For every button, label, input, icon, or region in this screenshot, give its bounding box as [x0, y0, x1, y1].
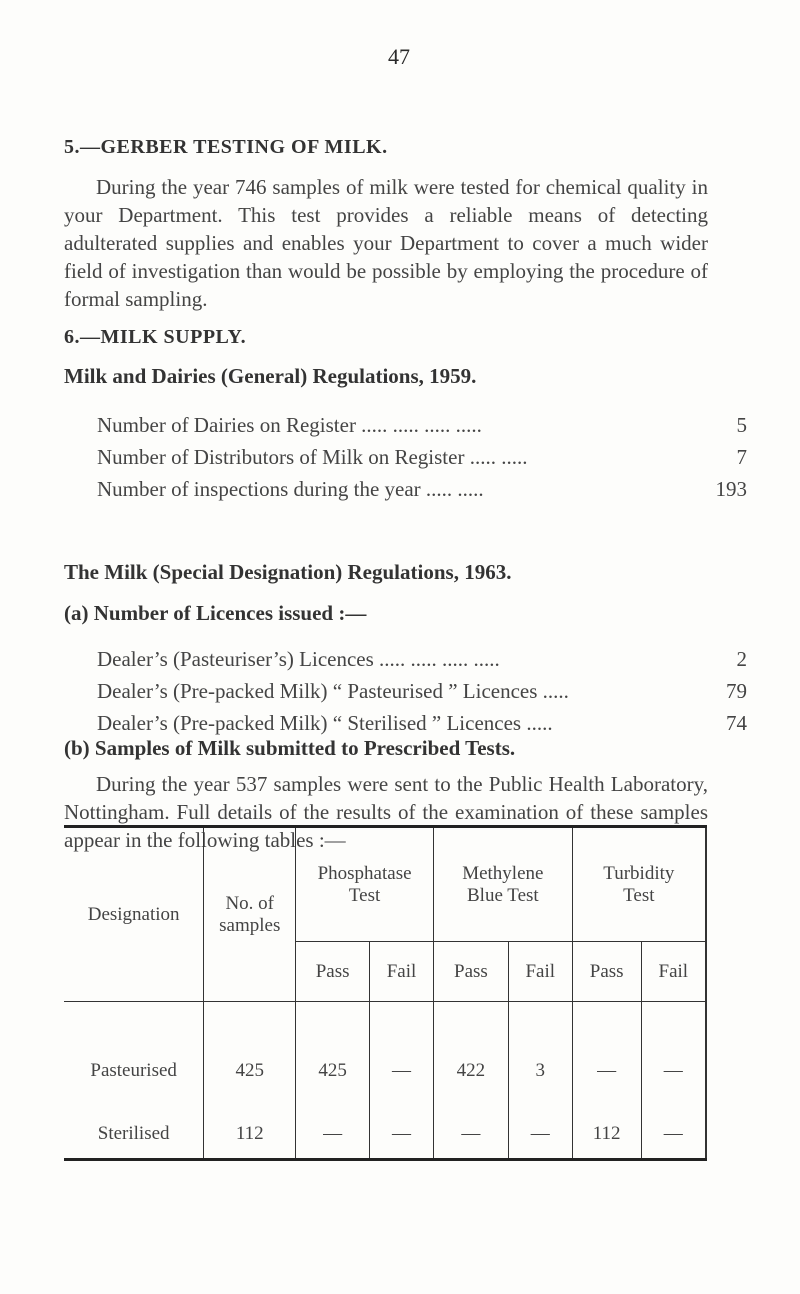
register-row: [97, 477, 747, 507]
cell-phos-fail: —: [370, 1002, 434, 1110]
header-phosphatase-line1: Phosphatase: [317, 862, 412, 884]
section-5-paragraph: During the year 746 samples of milk were tested for chemical quality in your Department. This test provides a reliable means of detecting adulterated supplies and enables your Department to cover a much wider field of investigation than would be possible by employing the procedure of formal sampling.: [64, 175, 708, 311]
section-5-heading: 5.—GERBER TESTING OF MILK.: [64, 136, 388, 158]
regs-1959-title: Milk and Dairies (General) Regulations, 1959.: [64, 364, 477, 388]
page-number: 47: [388, 44, 410, 69]
cell-meth-fail: 3: [508, 1002, 572, 1110]
header-methylene: [433, 827, 572, 942]
cell-meth-pass: —: [433, 1110, 508, 1160]
cell-samples: 112: [204, 1110, 296, 1160]
header-meth-pass: Pass: [433, 942, 508, 1002]
header-phos-pass: Pass: [296, 942, 370, 1002]
row-label: Dealer’s (Pre-packed Milk) “ Sterilised ” Licences .....: [97, 711, 553, 735]
cell-meth-pass: 422: [433, 1002, 508, 1110]
row-value: 74: [726, 711, 747, 735]
cell-turb-fail: —: [641, 1002, 706, 1110]
row-value: 5: [736, 413, 747, 437]
milk-tests-table: [64, 825, 707, 1161]
header-designation: Designation: [87, 903, 180, 925]
row-value: 193: [715, 477, 747, 501]
row-value: 7: [736, 445, 747, 469]
row-label: Number of Distributors of Milk on Register ..... .....: [97, 445, 528, 469]
cell-designation: Pasteurised: [64, 1002, 204, 1110]
row-value: 2: [736, 647, 747, 671]
header-methylene-line2: Blue Test: [467, 884, 539, 906]
cell-phos-pass: —: [296, 1110, 370, 1160]
row-label: Number of inspections during the year ..... .....: [97, 477, 484, 501]
cell-turb-fail: —: [641, 1110, 706, 1160]
row-label: Number of Dairies on Register ..... ..... ..... .....: [97, 413, 482, 437]
header-meth-fail: Fail: [508, 942, 572, 1002]
cell-designation: Sterilised: [97, 1122, 170, 1144]
table-row: [64, 1002, 706, 1110]
header-methylene-line1: Methylene: [462, 862, 544, 884]
cell-phos-pass: 425: [296, 1002, 370, 1110]
header-turbidity-line1: Turbidity: [603, 862, 675, 884]
row-value: 79: [726, 679, 747, 703]
row-label: Dealer’s (Pre-packed Milk) “ Pasteurised ” Licences .....: [97, 679, 569, 703]
samples-subheading: (b) Samples of Milk submitted to Prescribed Tests.: [64, 736, 516, 760]
regs-1963-title: The Milk (Special Designation) Regulations, 1963.: [64, 560, 512, 584]
header-samples-line2: samples: [219, 914, 281, 936]
samples-paragraph: During the year 537 samples were sent to the Public Health Laboratory, Nottingham. Full details of the results of the examination of these samples appear in the following tables :—: [64, 772, 708, 852]
register-row: [97, 445, 747, 475]
header-turb-pass: Pass: [572, 942, 641, 1002]
licences-subheading: (a) Number of Licences issued :—: [64, 601, 367, 625]
cell-turb-pass: —: [572, 1002, 641, 1110]
register-row: [97, 413, 747, 443]
cell-phos-fail: —: [370, 1110, 434, 1160]
cell-turb-pass: 112: [572, 1110, 641, 1160]
licence-row: [97, 647, 747, 677]
table-row: [64, 1110, 706, 1160]
header-turbidity: [572, 827, 706, 942]
licence-row: [97, 679, 747, 709]
cell-meth-fail: —: [508, 1110, 572, 1160]
header-turbidity-line2: Test: [623, 884, 655, 906]
header-turb-fail: Fail: [641, 942, 706, 1002]
header-phosphatase-line2: Test: [348, 884, 381, 906]
section-6-heading: 6.—MILK SUPPLY.: [64, 326, 247, 348]
header-phosphatase: [296, 827, 434, 942]
header-phos-fail: Fail: [370, 942, 434, 1002]
header-samples: [204, 827, 296, 1002]
cell-samples: 425: [204, 1002, 296, 1110]
header-samples-line1: No. of: [225, 892, 275, 914]
row-label: Dealer’s (Pasteuriser’s) Licences ..... ..... ..... .....: [97, 647, 500, 671]
